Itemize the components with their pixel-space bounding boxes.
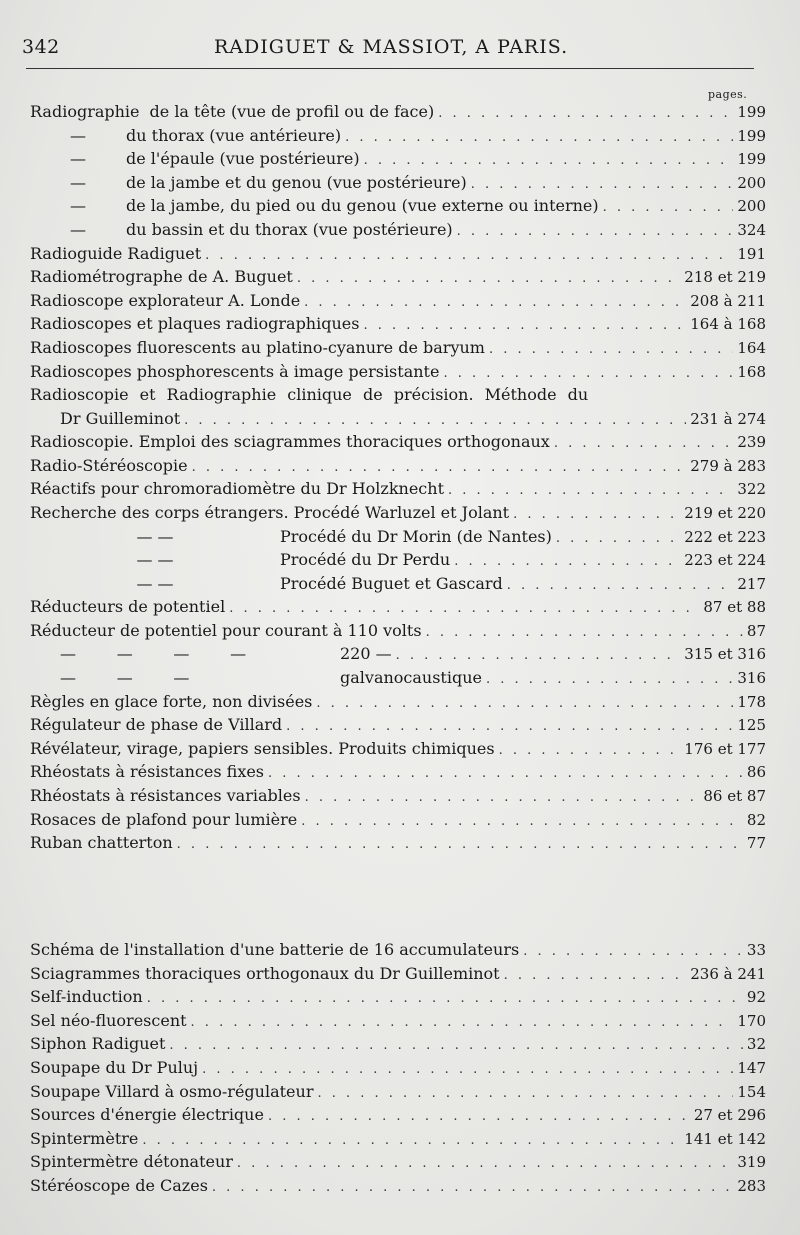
entry-line [30,407,766,431]
entry-label [30,242,205,266]
index-entry [30,477,766,501]
entry-text: Radioscope explorateur A. Londe [30,290,301,310]
index-entry [30,831,766,855]
index-entry [30,1032,766,1056]
entry-label [30,985,147,1009]
entry-text-line1: Radioscopie et Radiographie clinique de précision. Méthode du [30,385,589,405]
entry-prefix: — [70,125,86,145]
entry-page-ref: 32 [746,1035,766,1054]
entry-page-ref: 239 [737,433,766,452]
entry-text: du thorax (vue antérieure) [126,125,342,145]
entry-label [30,430,554,454]
entry-page-ref: 222 et 223 [684,527,766,546]
entry-label [30,938,523,962]
entry-label [30,124,345,148]
dot-leader [177,833,743,855]
entry-text: Radioguide Radiguet [30,243,202,263]
entry-line [30,572,766,596]
dot-leader [523,940,743,962]
index-entry [30,383,766,430]
entry-line [30,760,766,784]
entry-label [30,1080,317,1104]
entry-line [30,713,766,737]
dot-leader [457,220,734,242]
entry-line [30,595,766,619]
entry-page-ref: 82 [746,810,766,829]
running-title: RADIGUET & MASSIOT, A PARIS. [214,36,569,58]
entry-text: Sel néo-fluorescent [30,1010,187,1030]
entry-text: Radioscopie. Emploi des sciagrammes thoraciques orthogonaux [30,432,550,452]
entry-page-ref: 87 et 88 [703,598,766,617]
entry-page-ref: 199 [737,126,766,145]
entry-text: Régulateur de phase de Villard [30,715,283,735]
entry-text: Procédé du Dr Perdu [280,550,451,570]
dot-leader [305,786,700,808]
dot-leader [499,739,681,761]
index-entry [30,430,766,454]
entry-text: Radioscopes et plaques radiographiques [30,314,360,334]
entry-text: Radiométrographe de A. Buguet [30,267,293,287]
entry-prefix: — — [136,526,174,546]
entry-text: de la tête (vue de profil ou de face) [149,102,435,121]
entry-line [30,289,766,313]
dot-leader [507,574,734,596]
dot-leader [513,503,680,525]
entry-label [30,1150,237,1174]
dot-leader [504,964,687,986]
entry-page-ref: 168 [737,362,766,381]
index-entry [30,454,766,478]
entry-line [30,124,766,148]
entry-line [30,336,766,360]
header-rule [26,68,754,69]
entry-label [30,619,426,643]
entry-line [30,100,766,124]
entry-line [30,690,766,714]
entry-text: Spintermètre détonateur [30,1152,233,1172]
entry-prefix: — [70,149,86,169]
entry-line [30,525,766,549]
index-entry [30,194,766,218]
entry-line [30,1056,766,1080]
entry-prefix: — — [136,573,174,593]
entry-page-ref: 316 [737,669,766,688]
entry-label [30,477,448,501]
entry-label [30,713,286,737]
entry-text: de l'épaule (vue postérieure) [126,149,360,169]
dot-leader [486,668,733,690]
entry-page-ref: 322 [737,480,766,499]
entry-line [30,360,766,384]
entry-label [30,1174,212,1198]
entry-page-ref: 200 [737,197,766,216]
dot-leader [237,1152,733,1174]
index-entry [30,808,766,832]
entry-label [30,265,297,289]
dot-leader [169,1034,743,1056]
index-entry [30,1009,766,1033]
entry-label [30,100,438,124]
entry-text: Stéréoscope de Cazes [30,1175,208,1195]
entry-prefix: — — — [60,668,190,688]
index-entry [30,760,766,784]
entry-line [30,666,766,690]
entry-line [30,477,766,501]
dot-leader [192,456,687,478]
entry-label [30,1032,169,1056]
index-entry [30,985,766,1009]
entry-text: Rhéostats à résistances variables [30,786,301,806]
entry-text: Procédé du Dr Morin (de Nantes) [280,526,552,546]
entry-line [30,642,766,666]
dot-leader [205,244,733,266]
entry-page-ref: 319 [737,1153,766,1172]
index-entry [30,595,766,619]
entry-text: Spintermètre [30,1128,139,1148]
entry-page-ref: 176 et 177 [684,739,766,758]
entry-prefix: — — — — [60,644,247,664]
entry-text: Révélateur, virage, papiers sensibles. Produits chimiques [30,738,495,758]
entry-line [30,1009,766,1033]
entry-label [30,289,304,313]
entry-page-ref: 223 et 224 [684,551,766,570]
index-entry [30,642,766,666]
entry-page-ref: 77 [746,834,766,853]
index-entry [30,1056,766,1080]
dot-leader [147,987,743,1009]
entry-text: Procédé Buguet et Gascard [280,573,503,593]
entry-line [30,242,766,266]
entry-line [30,548,766,572]
entry-text: du bassin et du thorax (vue postérieure) [126,219,453,239]
entry-line [30,1032,766,1056]
entry-page-ref: 125 [737,716,766,735]
index-entry [30,100,766,124]
entry-line [30,1080,766,1104]
entry-prefix: Radiographie [30,102,140,121]
entry-label [30,666,486,690]
dot-leader [603,196,734,218]
entry-page-ref: 208 à 211 [690,291,766,310]
dot-leader [286,715,733,737]
entry-label [30,690,316,714]
entry-label [30,147,364,171]
entry-line [30,962,766,986]
entry-page-ref: 315 et 316 [684,645,766,664]
entry-label [30,454,192,478]
entry-text: galvanocaustique [340,668,482,688]
entry-page-ref: 170 [737,1011,766,1030]
entry-label [30,171,471,195]
entry-line [30,430,766,454]
entry-label [30,831,177,855]
dot-leader [142,1129,680,1151]
entry-line [30,1127,766,1151]
entry-page-ref: 141 et 142 [684,1129,766,1148]
entry-page-ref: 199 [737,103,766,121]
index-entry [30,289,766,313]
entry-label [30,595,229,619]
index-entry [30,242,766,266]
dot-leader [426,621,743,643]
dot-leader [443,362,733,384]
entry-page-ref: 231 à 274 [690,409,766,428]
entry-text: Radioscopes phosphorescents à image persistante [30,361,440,381]
entry-page-ref: 86 et 87 [703,787,766,806]
entry-line [30,265,766,289]
index-entry [30,1150,766,1174]
dot-leader [268,1105,690,1127]
entry-text: Rosaces de plafond pour lumière [30,809,298,829]
dot-leader [364,149,734,171]
index-list-s [30,938,766,1198]
entry-text: Réactifs pour chromoradiomètre du Dr Holzknecht [30,479,444,499]
dot-leader [212,1176,733,1198]
entry-line [30,808,766,832]
index-entry [30,713,766,737]
entry-label [30,784,305,808]
entry-text: 220 — [340,644,392,664]
entry-prefix: — — [136,550,174,570]
entry-page-ref: 200 [737,173,766,192]
entry-page-ref: 86 [746,763,766,782]
index-entry [30,1174,766,1198]
entry-page-ref: 217 [737,574,766,593]
index-entry [30,1103,766,1127]
entry-text: Ruban chatterton [30,833,173,853]
entry-line [30,784,766,808]
entry-text: de la jambe, du pied ou du genou (vue externe ou interne) [126,196,599,216]
index-entry [30,360,766,384]
entry-line [30,831,766,855]
entry-text: de la jambe et du genou (vue postérieure) [126,172,467,192]
entry-text: Radioscopes fluorescents au platino-cyanure de baryum [30,337,485,357]
dot-leader [438,102,733,124]
entry-label [30,407,184,431]
index-entry [30,218,766,242]
entry-line [30,938,766,962]
entry-line [30,619,766,643]
dot-leader [396,644,681,666]
entry-line [30,218,766,242]
dot-leader [316,692,733,714]
index-entry [30,690,766,714]
dot-leader [268,762,743,784]
entry-label [30,312,363,336]
entry-line [30,171,766,195]
entry-page-ref: 33 [746,941,766,959]
dot-leader [229,597,699,619]
entry-text: Recherche des corps étrangers. Procédé Warluzel et Jolant [30,502,510,522]
entry-text: Sources d'énergie électrique [30,1105,264,1125]
entry-text: Dr Guilleminot [60,408,181,428]
entry-text: Radio-Stéréoscopie [30,455,188,475]
entry-label [30,525,556,549]
index-entry [30,572,766,596]
page-header [22,34,762,64]
dot-leader [454,550,680,572]
entry-label [30,1056,202,1080]
entry-line [30,454,766,478]
entry-prefix: — [70,219,86,239]
dot-leader [489,338,733,360]
entry-page-ref: 27 et 296 [693,1106,766,1125]
index-entry [30,548,766,572]
entry-label [30,808,301,832]
entry-page-ref: 164 [737,338,766,357]
index-entry [30,336,766,360]
dot-leader [304,291,686,313]
entry-page-ref: 191 [737,244,766,263]
dot-leader [554,432,734,454]
entry-label [30,501,513,525]
index-entry [30,171,766,195]
entry-page-ref: 279 à 283 [690,456,766,475]
entry-line [30,194,766,218]
index-entry [30,1127,766,1151]
index-entry [30,619,766,643]
entry-line [30,501,766,525]
dot-leader [363,314,686,336]
dot-leader [202,1058,733,1080]
entry-page-ref: 236 à 241 [690,964,766,983]
entry-text: Siphon Radiguet [30,1034,166,1054]
entry-label [30,548,454,572]
entry-page-ref: 218 et 219 [684,268,766,287]
index-entry [30,962,766,986]
entry-line [30,312,766,336]
pages-column-label: pages. [708,88,748,101]
dot-leader [345,126,733,148]
index-entry [30,124,766,148]
index-entry [30,737,766,761]
entry-label [30,360,443,384]
index-entry [30,501,766,525]
entry-label [30,737,499,761]
index-entry [30,147,766,171]
entry-label [30,760,268,784]
entry-line [30,737,766,761]
entry-label [30,336,489,360]
dot-leader [471,173,734,195]
dot-leader [317,1082,733,1104]
entry-line [30,1103,766,1127]
dot-leader [301,810,743,832]
dot-leader [556,527,680,549]
entry-label [30,1009,191,1033]
index-entry [30,525,766,549]
entry-label [30,642,396,666]
entry-text: Rhéostats à résistances fixes [30,762,265,782]
entry-page-ref: 147 [737,1058,766,1077]
entry-page-ref: 87 [746,621,766,640]
entry-page-ref: 283 [737,1176,766,1195]
entry-prefix: — [70,172,86,192]
page-number: 342 [22,36,60,58]
entry-line [30,1150,766,1174]
index-entry [30,1080,766,1104]
index-entry [30,784,766,808]
entry-text: Soupape Villard à osmo-régulateur [30,1081,314,1101]
entry-label [30,572,507,596]
entry-line [30,1174,766,1198]
entry-text: Self-induction [30,987,143,1007]
entry-page-ref: 199 [737,150,766,169]
entry-line [30,147,766,171]
index-entry [30,265,766,289]
entry-page-ref: 324 [737,220,766,239]
dot-leader [184,409,686,431]
entry-text: Schéma de l'installation d'une batterie de 16 accumulateurs [30,940,520,959]
entry-label [30,194,603,218]
index-list-r [30,100,766,855]
entry-page-ref: 92 [746,988,766,1007]
entry-label [30,1103,268,1127]
entry-label [30,1127,142,1151]
index-entry [30,938,766,962]
entry-label [30,962,504,986]
entry-text: Réducteurs de potentiel [30,597,226,617]
entry-text: Réducteur de potentiel pour courant à 110 volts [30,620,422,640]
entry-page-ref: 164 à 168 [690,315,766,334]
index-entry [30,666,766,690]
entry-page-ref: 178 [737,692,766,711]
dot-leader [191,1011,734,1033]
dot-leader [297,267,680,289]
entry-prefix: — [70,196,86,216]
entry-label [30,218,457,242]
entry-page-ref: 154 [737,1082,766,1101]
entry-line [30,985,766,1009]
dot-leader [448,479,733,501]
entry-text: Soupape du Dr Puluj [30,1057,199,1077]
entry-text: Sciagrammes thoraciques orthogonaux du Dr Guilleminot [30,963,500,983]
entry-page-ref: 219 et 220 [684,503,766,522]
entry-text: Règles en glace forte, non divisées [30,691,313,711]
index-entry [30,312,766,336]
